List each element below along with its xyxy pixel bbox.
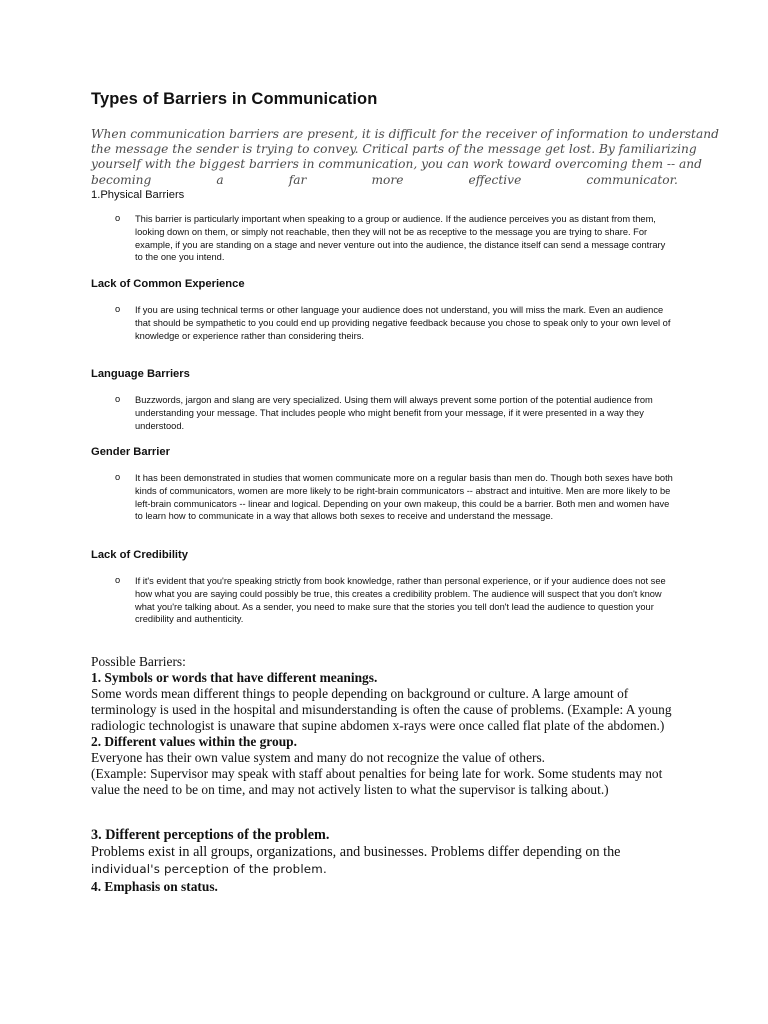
page-title: Types of Barriers in Communication	[91, 90, 378, 108]
barrier-3-title: 3. Different perceptions of the problem.	[91, 827, 330, 843]
bullet-marker: o	[115, 213, 121, 223]
intro-word: effective	[468, 172, 522, 187]
section-bullet-credibility: If it's evident that you're speaking strictly from book knowledge, rather than personal experience, or if your audience does not see how what you are saying could possibly be true, this creates a credibility problem. The audience will suspect that you don't know what you're talking about. As a sender, you need to make sure that the stories you tell don't lead the audience to question your credibility and authenticity.	[135, 576, 666, 625]
section-bullet-common-experience: If you are using technical terms or other language your audience does not understand, you will miss the mark. Even an audience that should be sympathetic to you could end up providing negative feedback because you chose to speak only to your own level of knowledge or experience rather than considering theirs.	[135, 305, 671, 341]
barrier-2-title: 2. Different values within the group.	[91, 734, 297, 749]
section-heading-language: Language Barriers	[91, 368, 190, 380]
barrier-3-block	[91, 827, 681, 878]
bullet-marker: o	[115, 472, 121, 482]
barrier-4-title: 4. Emphasis on status.	[91, 879, 218, 894]
intro-word: communicator.	[586, 172, 678, 187]
section-bullet-language: Buzzwords, jargon and slang are very specialized. Using them will always prevent some portion of the potential audience from understanding your message. That includes people who might benefit from your message, if it were presented in a way they understood.	[135, 395, 653, 431]
possible-barriers-heading: Possible Barriers:	[91, 654, 186, 669]
intro-word: more	[371, 172, 404, 187]
barrier-3-body-cont: individual's perception of the problem.	[91, 862, 327, 876]
possible-barriers-block	[91, 654, 681, 798]
barrier-1-body: Some words mean different things to people depending on background or culture. A large amount of terminology is used in the hospital and misunderstanding is often the cause of problems. (Example: A young radiologic technologist is unaware that supine abdomen x-rays were once called flat plate of the abdomen.)	[91, 686, 672, 733]
section-bullet-physical: This barrier is particularly important when speaking to a group or audience. If the audience perceives you as distant from them, looking down on them, or simply not reachable, then they will not be as receptive to the message you are trying to share. For example, if you are standing on a stage and never venture out into the audience, the distance itself can send a message contrary to the one you intend.	[135, 214, 666, 263]
bullet-marker: o	[115, 575, 121, 585]
section-heading-physical: 1.Physical Barriers	[91, 189, 185, 201]
barrier-3-body: Problems exist in all groups, organizations, and businesses. Problems differ depending on the	[91, 844, 621, 860]
intro-paragraph	[91, 127, 719, 188]
section-bullet-gender: It has been demonstrated in studies that women communicate more on a regular basis than men do. Though both sexes have both kinds of communicators, women are more likely to be right-brain communicators -- abstract and intuitive. Men are more likely to be left-brain communicators -- linear and logical. Depending on your own makeup, this could be a barrier. Both men and women have to learn how to communicate in a way that allows both sexes to receive and understand the message.	[135, 473, 673, 522]
section-heading-common-experience: Lack of Common Experience	[91, 278, 245, 290]
intro-word: a	[216, 172, 224, 187]
barrier-1-title: 1. Symbols or words that have different meanings.	[91, 670, 378, 685]
intro-line: When communication barriers are present, it is difficult for the receiver of information to understand	[91, 127, 719, 141]
intro-line: the message the sender is trying to convey. Critical parts of the message get lost. By familiarizing	[91, 142, 697, 157]
intro-line: yourself with the biggest barriers in communication, you can work toward overcoming them -- and	[91, 157, 702, 172]
barrier-4-block	[91, 879, 681, 895]
section-heading-gender: Gender Barrier	[91, 446, 170, 458]
intro-word: becoming	[91, 172, 152, 187]
barrier-2-example: (Example: Supervisor may speak with staff about penalties for being late for work. Some students may not value the need to be on time, and may not actively listen to what the supervisor is talking about.)	[91, 766, 663, 797]
bullet-marker: o	[115, 394, 121, 404]
barrier-2-body: Everyone has their own value system and many do not recognize the value of others.	[91, 750, 546, 765]
intro-line	[91, 173, 678, 188]
intro-word: far	[288, 172, 307, 187]
section-heading-credibility: Lack of Credibility	[91, 549, 188, 561]
bullet-marker: o	[115, 304, 121, 314]
